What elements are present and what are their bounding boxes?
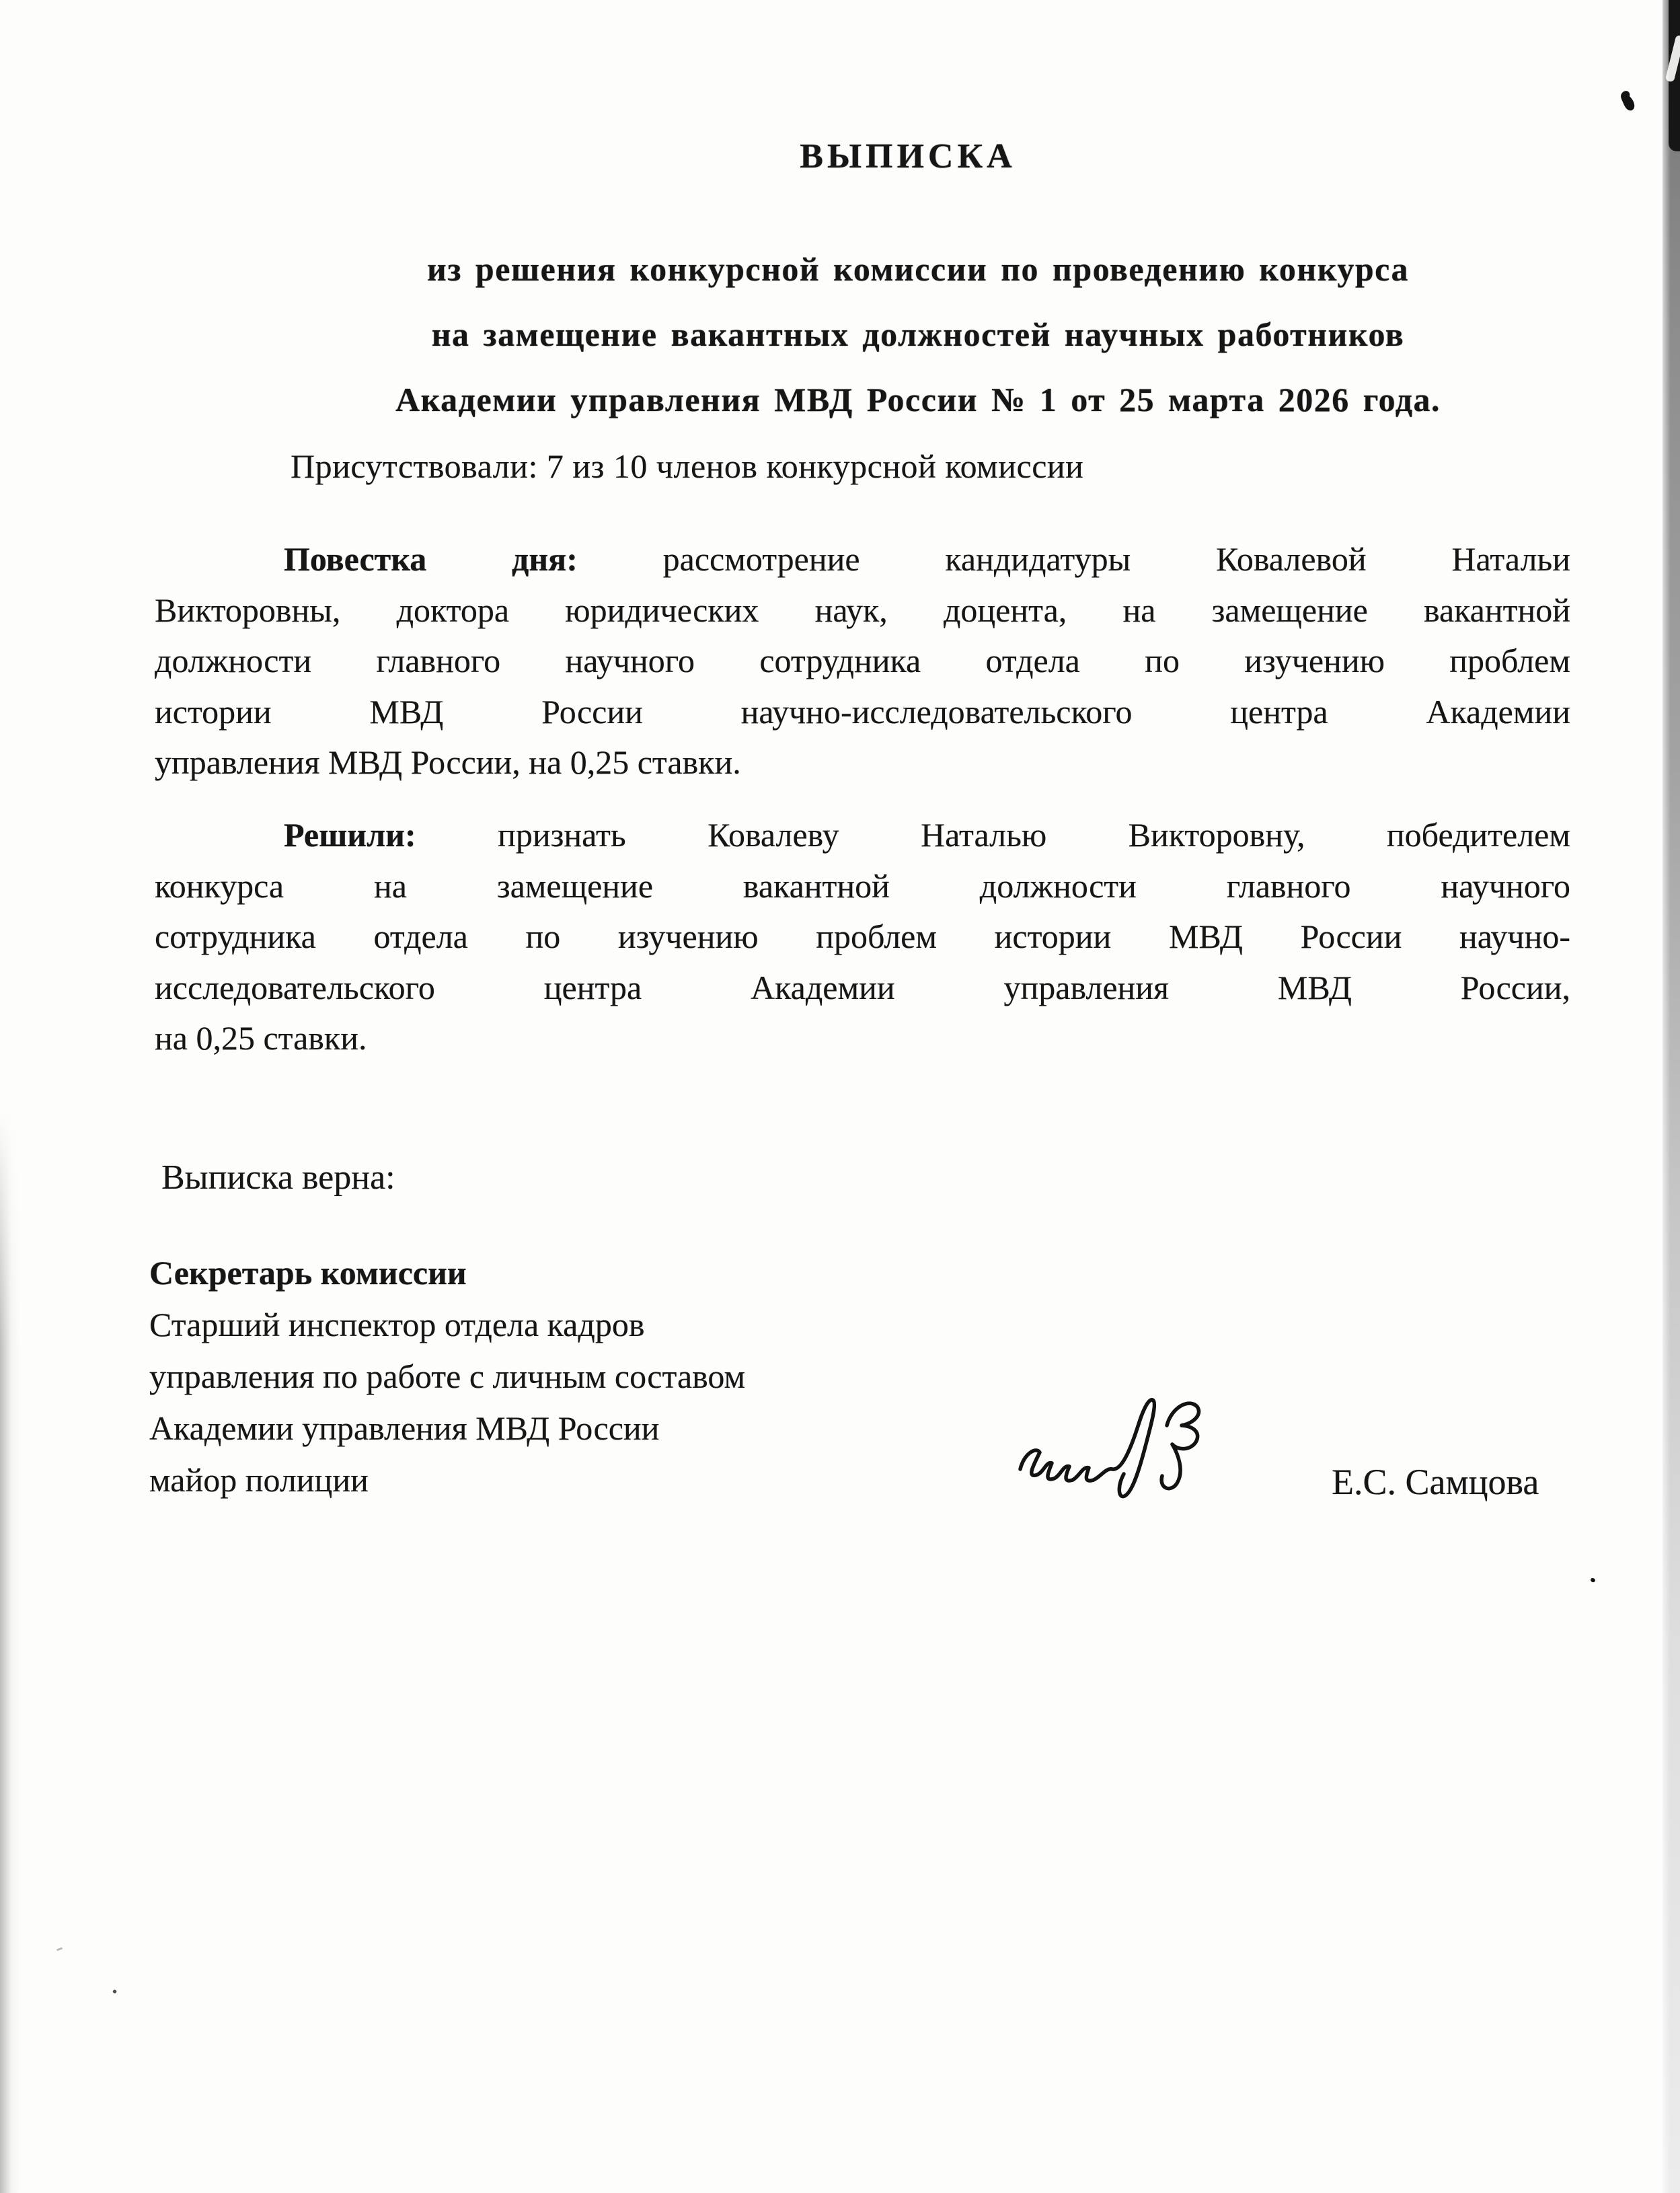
signatory-name: Е.С. Самцова <box>1332 1462 1539 1502</box>
scan-speck <box>112 1989 117 1994</box>
agenda-line <box>155 534 1570 585</box>
agenda-line-text: рассмотрение кандидатуры Ковалевой Натальи <box>662 540 1570 578</box>
agenda-line: управления МВД России, на 0,25 ставки. <box>155 743 741 781</box>
scan-edge-left <box>0 1110 20 2193</box>
subtitle-line: Академии управления МВД России № 1 от 25 марта 2026 года. <box>395 381 1441 418</box>
signatory-role-line: майор полиции <box>149 1461 369 1499</box>
decision-label: Решили: <box>284 816 416 854</box>
decision-line-text: признать Ковалеву Наталью Викторовну, победителем <box>498 816 1571 854</box>
subtitle-line: на замещение вакантных должностей научных работников <box>431 315 1405 353</box>
scan-speck <box>56 1947 63 1952</box>
decision-line: конкурса на замещение вакантной должности главного научного <box>155 866 1570 905</box>
decision-line: сотрудника отдела по изучению проблем истории МВД России научно- <box>155 918 1570 955</box>
signatory-role-line: управления по работе с личным составом <box>149 1358 746 1395</box>
signatory-block <box>149 1247 745 1506</box>
subtitle-line: из решения конкурсной комиссии по проведению конкурса <box>427 250 1409 288</box>
decision-line: исследовательского центра Академии управления МВД России, <box>155 968 1570 1006</box>
ink-mark <box>1617 90 1639 113</box>
document-subtitle <box>282 237 1554 433</box>
agenda-paragraph <box>155 534 1570 788</box>
signatory-role-title: Секретарь комиссии <box>149 1254 467 1292</box>
agenda-line: истории МВД России научно-исследовательского центра Академии <box>155 692 1570 731</box>
scan-edge-right <box>1663 0 1680 2193</box>
handwritten-signature <box>1003 1387 1232 1518</box>
agenda-line: Викторовны, доктора юридических наук, доцента, на замещение вакантной <box>155 591 1570 629</box>
attendance-line: Присутствовали: 7 из 10 членов конкурсной комиссии <box>291 447 1084 485</box>
certification-line: Выписка верна: <box>161 1158 395 1197</box>
document-title: ВЫПИСКА <box>800 137 1016 176</box>
signatory-role-line: Старший инспектор отдела кадров <box>149 1306 645 1343</box>
decision-paragraph <box>155 810 1570 1064</box>
signatory-role-line: Академии управления МВД России <box>149 1409 660 1447</box>
scan-dot <box>1590 1577 1596 1583</box>
agenda-label: Повестка дня: <box>284 540 578 578</box>
decision-line: на 0,25 ставки. <box>155 1019 367 1057</box>
decision-line <box>155 810 1570 861</box>
agenda-line: должности главного научного сотрудника отдела по изучению проблем <box>155 642 1570 679</box>
